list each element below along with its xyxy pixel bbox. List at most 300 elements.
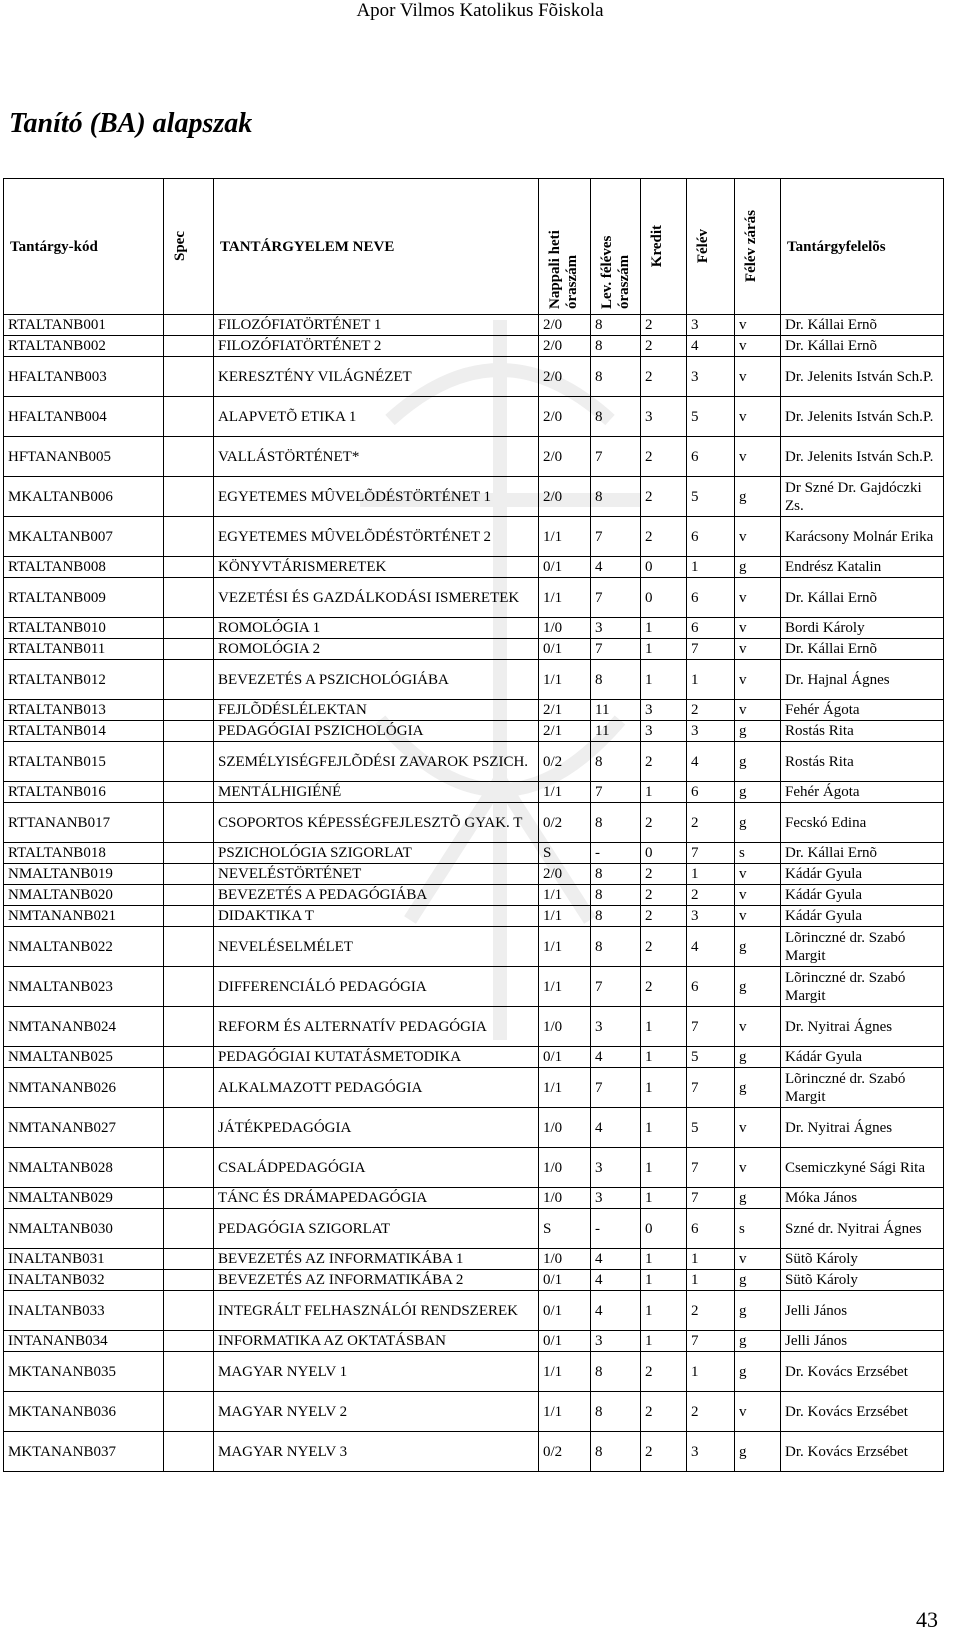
table-row (4, 1249, 944, 1270)
table-row (4, 1432, 944, 1472)
cell-credit: 2 (641, 885, 687, 906)
cell-spec (164, 1108, 214, 1148)
table-row (4, 803, 944, 843)
cell-weekly-hours: 1/1 (539, 578, 591, 618)
cell-credit: 1 (641, 1068, 687, 1108)
cell-credit: 1 (641, 1007, 687, 1047)
cell-spec (164, 864, 214, 885)
cell-spec (164, 557, 214, 578)
cell-responsible: Dr. Jelenits István Sch.P. (781, 357, 944, 397)
cell-closing: v (735, 336, 781, 357)
cell-semester: 6 (687, 782, 735, 803)
cell-spec (164, 1432, 214, 1472)
cell-semester: 5 (687, 1047, 735, 1068)
cell-credit: 1 (641, 639, 687, 660)
cell-semester-hours: 7 (591, 437, 641, 477)
cell-code: NMALTANB023 (4, 967, 164, 1007)
cell-responsible: Karácsony Molnár Erika (781, 517, 944, 557)
cell-responsible: Csemiczkyné Sági Rita (781, 1148, 944, 1188)
cell-spec (164, 618, 214, 639)
cell-name: BEVEZETÉS AZ INFORMATIKÁBA 2 (214, 1270, 539, 1291)
cell-weekly-hours: 0/2 (539, 742, 591, 782)
cell-credit: 2 (641, 927, 687, 967)
cell-spec (164, 782, 214, 803)
cell-name: NEVELÉSTÖRTÉNET (214, 864, 539, 885)
cell-weekly-hours: 2/1 (539, 721, 591, 742)
cell-responsible: Kádár Gyula (781, 885, 944, 906)
cell-credit: 1 (641, 1249, 687, 1270)
cell-responsible: Dr. Nyitrai Ágnes (781, 1007, 944, 1047)
cell-semester-hours: 8 (591, 742, 641, 782)
curriculum-table (3, 178, 944, 1472)
table-row (4, 742, 944, 782)
cell-semester-hours: 8 (591, 906, 641, 927)
cell-semester: 7 (687, 843, 735, 864)
cell-name: BEVEZETÉS AZ INFORMATIKÁBA 1 (214, 1249, 539, 1270)
cell-closing: v (735, 660, 781, 700)
cell-semester: 6 (687, 1209, 735, 1249)
cell-weekly-hours: 1/0 (539, 1188, 591, 1209)
cell-code: NMALTANB020 (4, 885, 164, 906)
cell-spec (164, 700, 214, 721)
cell-credit: 0 (641, 843, 687, 864)
cell-responsible: Jelli János (781, 1331, 944, 1352)
cell-semester: 4 (687, 742, 735, 782)
cell-credit: 1 (641, 1270, 687, 1291)
table-row (4, 1209, 944, 1249)
cell-closing: v (735, 700, 781, 721)
cell-spec (164, 1331, 214, 1352)
cell-semester: 6 (687, 437, 735, 477)
cell-code: RTTANANB017 (4, 803, 164, 843)
cell-name: MENTÁLHIGIÉNÉ (214, 782, 539, 803)
cell-semester: 7 (687, 1331, 735, 1352)
cell-code: NMALTANB019 (4, 864, 164, 885)
cell-closing: s (735, 843, 781, 864)
cell-name: INFORMATIKA AZ OKTATÁSBAN (214, 1331, 539, 1352)
cell-weekly-hours: 1/0 (539, 1249, 591, 1270)
cell-credit: 0 (641, 1209, 687, 1249)
table-row (4, 1392, 944, 1432)
cell-spec (164, 517, 214, 557)
cell-name: CSALÁDPEDAGÓGIA (214, 1148, 539, 1188)
cell-spec (164, 357, 214, 397)
cell-semester: 3 (687, 906, 735, 927)
table-row (4, 397, 944, 437)
cell-code: RTALTANB009 (4, 578, 164, 618)
cell-weekly-hours: 2/0 (539, 437, 591, 477)
cell-code: HFALTANB004 (4, 397, 164, 437)
cell-closing: v (735, 906, 781, 927)
cell-weekly-hours: 0/1 (539, 1291, 591, 1331)
cell-closing: v (735, 315, 781, 336)
cell-code: NMTANANB027 (4, 1108, 164, 1148)
cell-code: INTANANB034 (4, 1331, 164, 1352)
cell-responsible: Dr. Kovács Erzsébet (781, 1392, 944, 1432)
cell-weekly-hours: 0/2 (539, 803, 591, 843)
cell-weekly-hours: 1/1 (539, 885, 591, 906)
cell-credit: 1 (641, 782, 687, 803)
cell-responsible: Dr. Kovács Erzsébet (781, 1432, 944, 1472)
cell-semester-hours: 3 (591, 1331, 641, 1352)
cell-name: KERESZTÉNY VILÁGNÉZET (214, 357, 539, 397)
cell-credit: 2 (641, 1392, 687, 1432)
cell-spec (164, 843, 214, 864)
cell-code: RTALTANB008 (4, 557, 164, 578)
cell-code: NMTANANB024 (4, 1007, 164, 1047)
cell-weekly-hours: 0/2 (539, 1432, 591, 1472)
cell-semester: 7 (687, 1148, 735, 1188)
cell-semester: 7 (687, 1068, 735, 1108)
cell-name: BEVEZETÉS A PSZICHOLÓGIÁBA (214, 660, 539, 700)
cell-name: ALAPVETÕ ETIKA 1 (214, 397, 539, 437)
cell-closing: g (735, 967, 781, 1007)
cell-code: INALTANB032 (4, 1270, 164, 1291)
cell-spec (164, 1148, 214, 1188)
page-title: Tanító (BA) alapszak (9, 108, 253, 139)
cell-semester: 6 (687, 578, 735, 618)
table-row (4, 336, 944, 357)
cell-spec (164, 967, 214, 1007)
cell-semester-hours: 8 (591, 1392, 641, 1432)
cell-closing: v (735, 639, 781, 660)
cell-code: INALTANB031 (4, 1249, 164, 1270)
cell-responsible: Sütõ Károly (781, 1249, 944, 1270)
table-row (4, 843, 944, 864)
cell-credit: 1 (641, 618, 687, 639)
cell-weekly-hours: 1/1 (539, 1392, 591, 1432)
table-row (4, 557, 944, 578)
cell-closing: v (735, 517, 781, 557)
cell-responsible: Rostás Rita (781, 742, 944, 782)
cell-spec (164, 660, 214, 700)
cell-spec (164, 721, 214, 742)
cell-weekly-hours: 1/1 (539, 782, 591, 803)
cell-name: PEDAGÓGIAI KUTATÁSMETODIKA (214, 1047, 539, 1068)
cell-code: NMALTANB022 (4, 927, 164, 967)
cell-semester: 2 (687, 803, 735, 843)
cell-spec (164, 315, 214, 336)
column-header-spec: Spec (164, 179, 214, 315)
cell-weekly-hours: 2/0 (539, 315, 591, 336)
cell-code: HFALTANB003 (4, 357, 164, 397)
cell-semester: 4 (687, 336, 735, 357)
cell-semester-hours: 8 (591, 885, 641, 906)
cell-responsible: Fecskó Edina (781, 803, 944, 843)
cell-name: ALKALMAZOTT PEDAGÓGIA (214, 1068, 539, 1108)
column-header-credit: Kredit (641, 179, 687, 315)
cell-responsible: Szné dr. Nyitrai Ágnes (781, 1209, 944, 1249)
cell-semester-hours: - (591, 1209, 641, 1249)
column-header-closing: Félév zárás (735, 179, 781, 315)
cell-credit: 2 (641, 1432, 687, 1472)
cell-closing: v (735, 885, 781, 906)
cell-weekly-hours: 1/0 (539, 1007, 591, 1047)
cell-credit: 2 (641, 315, 687, 336)
cell-code: MKTANANB037 (4, 1432, 164, 1472)
cell-code: RTALTANB015 (4, 742, 164, 782)
cell-closing: v (735, 1392, 781, 1432)
cell-spec (164, 336, 214, 357)
table-row (4, 1068, 944, 1108)
cell-code: RTALTANB002 (4, 336, 164, 357)
cell-credit: 1 (641, 660, 687, 700)
cell-semester-hours: 8 (591, 927, 641, 967)
table-row (4, 1007, 944, 1047)
cell-semester-hours: 8 (591, 1432, 641, 1472)
column-header-responsible: Tantárgyfelelõs (781, 179, 944, 315)
table-row (4, 700, 944, 721)
cell-semester: 1 (687, 1249, 735, 1270)
cell-spec (164, 1249, 214, 1270)
cell-semester: 6 (687, 517, 735, 557)
cell-semester-hours: 8 (591, 803, 641, 843)
table-row (4, 1188, 944, 1209)
table-row (4, 477, 944, 517)
cell-closing: s (735, 1209, 781, 1249)
table-row (4, 1352, 944, 1392)
cell-semester-hours: 8 (591, 660, 641, 700)
cell-credit: 2 (641, 517, 687, 557)
cell-closing: g (735, 1047, 781, 1068)
cell-credit: 1 (641, 1331, 687, 1352)
cell-credit: 2 (641, 477, 687, 517)
cell-spec (164, 1209, 214, 1249)
cell-closing: v (735, 578, 781, 618)
cell-responsible: Dr. Kovács Erzsébet (781, 1352, 944, 1392)
cell-spec (164, 742, 214, 782)
cell-semester-hours: 7 (591, 1068, 641, 1108)
cell-semester-hours: 7 (591, 578, 641, 618)
cell-responsible: Dr. Kállai Ernõ (781, 639, 944, 660)
cell-weekly-hours: 1/1 (539, 1352, 591, 1392)
cell-responsible: Lõrinczné dr. Szabó Margit (781, 927, 944, 967)
cell-responsible: Jelli János (781, 1291, 944, 1331)
cell-code: RTALTANB011 (4, 639, 164, 660)
page-number: 43 (916, 1607, 938, 1632)
cell-semester-hours: 8 (591, 477, 641, 517)
cell-weekly-hours: 1/1 (539, 927, 591, 967)
cell-closing: v (735, 864, 781, 885)
cell-credit: 1 (641, 1188, 687, 1209)
cell-responsible: Móka János (781, 1188, 944, 1209)
column-header-name: TANTÁRGYELEM NEVE (214, 179, 539, 315)
cell-weekly-hours: 0/1 (539, 557, 591, 578)
cell-closing: g (735, 803, 781, 843)
cell-spec (164, 1392, 214, 1432)
cell-semester: 7 (687, 1188, 735, 1209)
cell-semester-hours: 4 (591, 557, 641, 578)
cell-semester-hours: 8 (591, 315, 641, 336)
cell-weekly-hours: 0/1 (539, 1331, 591, 1352)
cell-spec (164, 1270, 214, 1291)
cell-spec (164, 639, 214, 660)
cell-credit: 2 (641, 803, 687, 843)
cell-credit: 3 (641, 397, 687, 437)
cell-semester-hours: 3 (591, 1007, 641, 1047)
cell-responsible: Fehér Ágota (781, 782, 944, 803)
cell-weekly-hours: 0/1 (539, 1270, 591, 1291)
cell-code: MKALTANB006 (4, 477, 164, 517)
cell-responsible: Dr. Jelenits István Sch.P. (781, 397, 944, 437)
cell-credit: 1 (641, 1108, 687, 1148)
cell-semester-hours: 8 (591, 397, 641, 437)
cell-spec (164, 927, 214, 967)
cell-code: MKALTANB007 (4, 517, 164, 557)
cell-code: NMALTANB028 (4, 1148, 164, 1188)
table-row (4, 1047, 944, 1068)
cell-spec (164, 1352, 214, 1392)
cell-name: VEZETÉSI ÉS GAZDÁLKODÁSI ISMERETEK (214, 578, 539, 618)
cell-responsible: Bordi Károly (781, 618, 944, 639)
cell-semester-hours: 4 (591, 1249, 641, 1270)
cell-responsible: Dr. Kállai Ernõ (781, 315, 944, 336)
cell-closing: v (735, 357, 781, 397)
cell-semester-hours: 8 (591, 336, 641, 357)
cell-spec (164, 437, 214, 477)
table-header-row (4, 179, 944, 315)
cell-credit: 2 (641, 967, 687, 1007)
cell-name: PEDAGÓGIAI PSZICHOLÓGIA (214, 721, 539, 742)
table-row (4, 885, 944, 906)
cell-name: PEDAGÓGIA SZIGORLAT (214, 1209, 539, 1249)
cell-spec (164, 885, 214, 906)
cell-semester-hours: 3 (591, 1148, 641, 1188)
cell-weekly-hours: 2/0 (539, 864, 591, 885)
cell-weekly-hours: 2/0 (539, 477, 591, 517)
cell-weekly-hours: 1/1 (539, 906, 591, 927)
cell-semester: 1 (687, 660, 735, 700)
cell-semester: 2 (687, 1291, 735, 1331)
table-row (4, 660, 944, 700)
cell-credit: 3 (641, 721, 687, 742)
cell-weekly-hours: 2/1 (539, 700, 591, 721)
cell-name: FILOZÓFIATÖRTÉNET 1 (214, 315, 539, 336)
cell-semester: 3 (687, 721, 735, 742)
cell-credit: 2 (641, 437, 687, 477)
cell-credit: 1 (641, 1047, 687, 1068)
table-row (4, 782, 944, 803)
cell-credit: 1 (641, 1148, 687, 1188)
cell-credit: 2 (641, 906, 687, 927)
cell-closing: g (735, 1352, 781, 1392)
cell-closing: v (735, 1249, 781, 1270)
cell-closing: g (735, 782, 781, 803)
cell-credit: 0 (641, 578, 687, 618)
cell-semester-hours: 7 (591, 967, 641, 1007)
cell-name: NEVELÉSELMÉLET (214, 927, 539, 967)
cell-responsible: Dr. Kállai Ernõ (781, 336, 944, 357)
cell-name: MAGYAR NYELV 1 (214, 1352, 539, 1392)
cell-spec (164, 1047, 214, 1068)
cell-code: INALTANB033 (4, 1291, 164, 1331)
cell-semester-hours: 8 (591, 357, 641, 397)
cell-closing: g (735, 927, 781, 967)
table-row (4, 618, 944, 639)
cell-semester: 5 (687, 397, 735, 437)
cell-responsible: Kádár Gyula (781, 1047, 944, 1068)
cell-credit: 2 (641, 357, 687, 397)
cell-weekly-hours: 0/1 (539, 1047, 591, 1068)
cell-name: MAGYAR NYELV 2 (214, 1392, 539, 1432)
cell-semester: 3 (687, 315, 735, 336)
cell-code: HFTANANB005 (4, 437, 164, 477)
cell-semester-hours: 4 (591, 1047, 641, 1068)
cell-closing: g (735, 1068, 781, 1108)
cell-spec (164, 397, 214, 437)
cell-name: DIDAKTIKA T (214, 906, 539, 927)
table-row (4, 967, 944, 1007)
cell-semester: 2 (687, 700, 735, 721)
table-row (4, 357, 944, 397)
cell-credit: 2 (641, 742, 687, 782)
cell-code: MKTANANB036 (4, 1392, 164, 1432)
table-body (4, 315, 944, 1472)
cell-semester: 2 (687, 885, 735, 906)
cell-responsible: Lõrinczné dr. Szabó Margit (781, 967, 944, 1007)
cell-name: REFORM ÉS ALTERNATÍV PEDAGÓGIA (214, 1007, 539, 1047)
table-row (4, 1331, 944, 1352)
cell-credit: 2 (641, 336, 687, 357)
cell-responsible: Dr. Jelenits István Sch.P. (781, 437, 944, 477)
table-row (4, 1291, 944, 1331)
table-row (4, 1148, 944, 1188)
column-header-semester-hours: Lev. féléves óraszám (591, 179, 641, 315)
cell-closing: v (735, 618, 781, 639)
cell-closing: v (735, 1007, 781, 1047)
table-row (4, 517, 944, 557)
cell-name: BEVEZETÉS A PEDAGÓGIÁBA (214, 885, 539, 906)
cell-closing: v (735, 1108, 781, 1148)
cell-closing: g (735, 1291, 781, 1331)
table-row (4, 578, 944, 618)
cell-semester-hours: - (591, 843, 641, 864)
cell-semester-hours: 4 (591, 1108, 641, 1148)
cell-name: TÁNC ÉS DRÁMAPEDAGÓGIA (214, 1188, 539, 1209)
cell-semester: 5 (687, 1108, 735, 1148)
column-header-weekly-hours: Nappali heti óraszám (539, 179, 591, 315)
cell-weekly-hours: 1/0 (539, 618, 591, 639)
cell-closing: v (735, 437, 781, 477)
cell-responsible: Dr. Kállai Ernõ (781, 578, 944, 618)
cell-weekly-hours: S (539, 843, 591, 864)
cell-semester: 6 (687, 967, 735, 1007)
cell-name: INTEGRÁLT FELHASZNÁLÓI RENDSZEREK (214, 1291, 539, 1331)
table-row (4, 437, 944, 477)
cell-responsible: Dr. Hajnal Ágnes (781, 660, 944, 700)
cell-semester-hours: 7 (591, 639, 641, 660)
cell-responsible: Kádár Gyula (781, 906, 944, 927)
cell-closing: g (735, 1432, 781, 1472)
cell-weekly-hours: 1/1 (539, 517, 591, 557)
cell-semester-hours: 8 (591, 864, 641, 885)
cell-name: PSZICHOLÓGIA SZIGORLAT (214, 843, 539, 864)
column-header-semester: Félév (687, 179, 735, 315)
cell-semester-hours: 11 (591, 700, 641, 721)
table-row (4, 721, 944, 742)
cell-code: RTALTANB012 (4, 660, 164, 700)
cell-semester: 3 (687, 357, 735, 397)
cell-code: NMALTANB029 (4, 1188, 164, 1209)
running-header: Apor Vilmos Katolikus Fõiskola (356, 0, 604, 21)
cell-name: FEJLÕDÉSLÉLEKTAN (214, 700, 539, 721)
cell-responsible: Rostás Rita (781, 721, 944, 742)
cell-weekly-hours: 2/0 (539, 336, 591, 357)
cell-spec (164, 803, 214, 843)
table-row (4, 315, 944, 336)
cell-name: EGYETEMES MÛVELÕDÉSTÖRTÉNET 1 (214, 477, 539, 517)
cell-spec (164, 1007, 214, 1047)
